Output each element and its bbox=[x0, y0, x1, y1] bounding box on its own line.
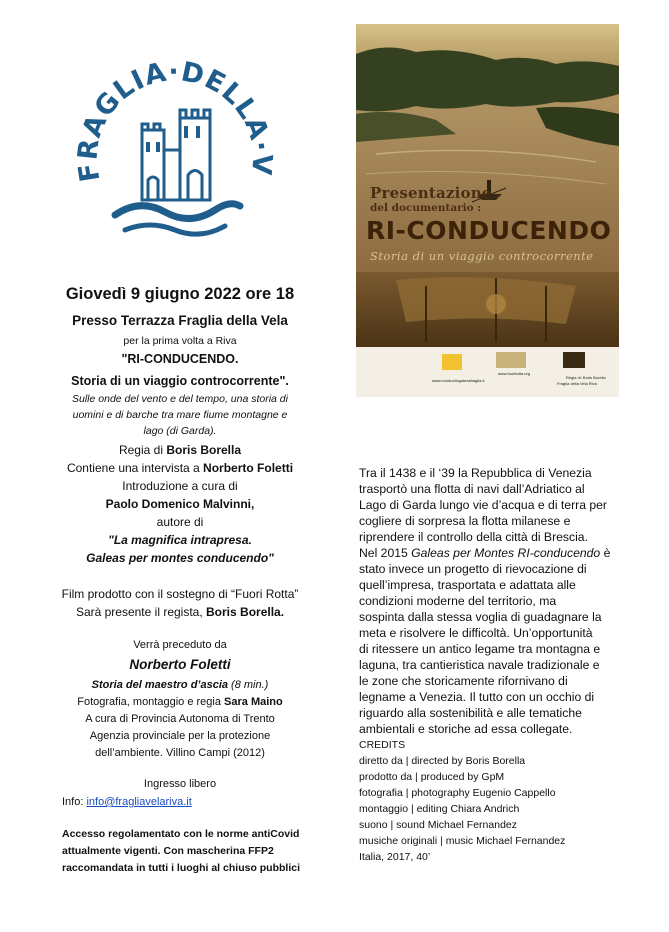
partner-logo-1 bbox=[442, 354, 462, 370]
short-credit-line bbox=[20, 696, 340, 708]
credit-line: suono | sound Michael Fernandez bbox=[359, 819, 517, 831]
description-line: quell’impresa, trasportata e adattata alle bbox=[359, 578, 576, 592]
environment-line: dell’ambiente. Villino Campi (2012) bbox=[95, 747, 265, 759]
poster-footer bbox=[356, 346, 619, 397]
credit-line: montaggio | editing Chiara Andrich bbox=[359, 803, 520, 815]
film-title-line-1: "RI-CONDUCENDO. bbox=[121, 352, 239, 366]
fraglia-logo-graphic bbox=[60, 30, 290, 260]
agency-line: Agenzia provinciale per la protezione bbox=[89, 730, 271, 742]
description-line: di ritessere un antico legame tra montagna e bbox=[359, 642, 601, 656]
short-credit-prefix: Fotografia, montaggio e regia bbox=[77, 696, 225, 708]
fraglia-logo bbox=[60, 30, 290, 260]
book-title-line-2: Galeas per montes conducendo" bbox=[86, 551, 274, 565]
credit-line: diretto da | directed by Boris Borella bbox=[359, 755, 526, 767]
description-line: Lago di Garda lungo vie d’acqua e di terra per bbox=[359, 498, 607, 512]
credit-line: musiche originali | music Michael Fernandez bbox=[359, 835, 566, 847]
description-line: le zone che storicamente rifornivano di bbox=[359, 674, 568, 688]
short-film-title: Storia del maestro d’ascia bbox=[91, 679, 228, 691]
regia-prefix: Regia di bbox=[118, 443, 167, 457]
partner-logo-2 bbox=[496, 352, 526, 368]
desc-2015-italic: Galeas per Montes RI-conducendo bbox=[411, 546, 601, 560]
preceded-line: Verrà preceduto da bbox=[133, 639, 227, 651]
poster-footer-site-mid: www.fuoritotta.org bbox=[498, 371, 531, 376]
regia-name: Boris Borella bbox=[166, 443, 242, 457]
interview-line bbox=[20, 461, 340, 475]
description-line: riguardo alla sostenibilità e alle tematiche bbox=[359, 706, 582, 720]
care-of-line: A cura di Provincia Autonoma di Trento bbox=[85, 713, 275, 725]
description-line: legname a Venezia. Il tutto con un occhio di bbox=[359, 690, 595, 704]
svg-text:FRAGLIA·DELLA·VELA·RIVA bbox=[60, 30, 278, 184]
first-time-note: per la prima volta a Riva bbox=[123, 335, 237, 347]
speaker-name: Norberto Foletti bbox=[129, 657, 231, 672]
credit-line: Italia, 2017, 40’ bbox=[359, 851, 431, 863]
credits-heading: CREDITS bbox=[359, 739, 406, 751]
film-title-line-2: Storia di un viaggio controcorrente". bbox=[71, 374, 289, 388]
director-present-prefix: Sarà presente il regista, bbox=[75, 605, 207, 619]
intro-name: Paolo Domenico Malvinni, bbox=[105, 497, 255, 511]
poster-subtitle: Storia di un viaggio controcorrente bbox=[370, 249, 594, 263]
event-venue: Presso Terrazza Fraglia della Vela bbox=[72, 313, 288, 328]
poster-footer-credit-2: Fraglia della Vela Riva bbox=[557, 381, 597, 386]
interview-name: Norberto Foletti bbox=[203, 461, 294, 475]
description-line: meta e risolvere le difficoltà. Un’opportunità bbox=[359, 626, 593, 640]
director-present-line bbox=[20, 605, 340, 619]
event-date: Giovedì 9 giugno 2022 ore 18 bbox=[65, 285, 295, 303]
poster-of-documentary: del documentario : bbox=[370, 202, 482, 214]
short-credit-name: Sara Maino bbox=[224, 696, 283, 708]
description-line: ambientali e storiche ad essa collegate. bbox=[359, 722, 573, 736]
description-line: trasportò una flotta di navi dall’Adriatico al bbox=[359, 482, 585, 496]
covid-line-1: Accesso regolamentato con le norme antiCovid bbox=[62, 828, 300, 840]
book-title-line-1: "La magnifica intrapresa. bbox=[108, 533, 252, 547]
documentary-poster bbox=[356, 24, 619, 397]
short-film-duration: (8 min.) bbox=[228, 679, 269, 691]
description-line-2015 bbox=[359, 545, 610, 561]
tagline-line-1: Sulle onde del vento e del tempo, una storia di bbox=[72, 393, 288, 405]
covid-line-3: raccomandata in tutti i luoghi al chiuso pubblici bbox=[62, 862, 301, 874]
desc-2015-pre: Nel 2015 bbox=[359, 546, 412, 560]
info-email-link[interactable]: info@fragliavelariva.it bbox=[86, 796, 192, 808]
description-line: Tra il 1438 e il ‘39 la Repubblica di Venezia bbox=[359, 466, 592, 480]
poster-footer-site-left: www.conductiogaleasfraglia.it bbox=[432, 378, 485, 383]
partner-logo-3 bbox=[563, 352, 585, 368]
info-line bbox=[62, 796, 192, 808]
regia-line bbox=[20, 443, 340, 457]
logo-ring-text: FRAGLIA·DELLA·V bbox=[72, 56, 278, 184]
covid-line-2: attualmente vigenti. Con mascherina FFP2 bbox=[62, 845, 274, 857]
short-film-line bbox=[20, 679, 340, 691]
entry-line: Ingresso libero bbox=[143, 778, 217, 790]
poster-footer-credit: Regia di: Boris Borella bbox=[566, 375, 606, 380]
credit-line: prodotto da | produced by GpM bbox=[359, 771, 505, 783]
credit-line: fotografia | photography Eugenio Cappello bbox=[359, 787, 556, 799]
description-line: laguna, tra cantieristica navale tradizionale e bbox=[359, 658, 600, 672]
desc-2015-post: è bbox=[600, 546, 611, 560]
description-line: condizioni moderne del territorio, ma bbox=[359, 594, 557, 608]
description-line: riprendere il controllo della città di Brescia. bbox=[359, 530, 588, 544]
produced-line: Film prodotto con il sostegno di “Fuori Rotta” bbox=[61, 587, 299, 601]
poster-presentation: Presentazione bbox=[370, 184, 492, 202]
author-of: autore di bbox=[156, 515, 204, 529]
interview-prefix: Contiene una intervista a bbox=[66, 461, 204, 475]
director-present-name: Boris Borella. bbox=[206, 605, 285, 619]
description-line: sospinta dalla stessa voglia di guadagnare la bbox=[359, 610, 602, 624]
description-line: stato invece un progetto di rievocazione di bbox=[359, 562, 587, 576]
tagline-line-2: uomini e di barche tra mare fiume montagne e bbox=[72, 409, 288, 421]
info-label: Info: bbox=[62, 796, 87, 808]
description-line: cogliere di sorpresa la flotta milanese e bbox=[359, 514, 571, 528]
tagline-line-3: lago (di Garda). bbox=[143, 425, 217, 437]
poster-title: RI-CONDUCENDO bbox=[366, 216, 612, 245]
intro-line: Introduzione a cura di bbox=[122, 479, 238, 493]
